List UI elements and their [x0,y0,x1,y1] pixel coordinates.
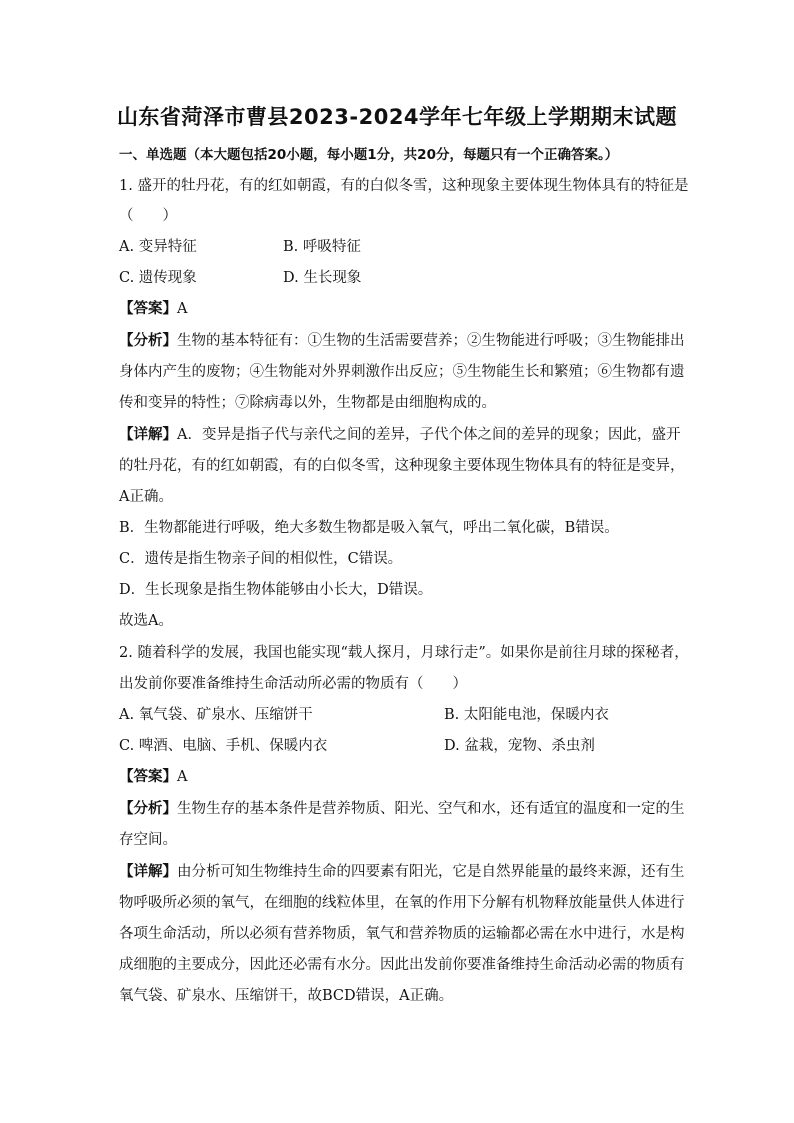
q2-detail-line-2: 物呼吸所必须的氧气，在细胞的线粒体里，在氧的作用下分解有机物释放能量供人体进行 [119,895,685,911]
q1-analysis-line-3: 传和变异的特性；⑦除病毒以外，生物都是由细胞构成的。 [119,395,496,411]
q1-detail-line-3: A正确。 [119,489,173,505]
q2-option-d: D. 盆栽，宠物、杀虫剂 [444,738,595,754]
detail-tag: 【详解】 [119,427,177,443]
q1-detail-line-6: D．生长现象是指生物体能够由小长大，D错误。 [119,582,433,598]
q1-analysis-line-2: 身体内产生的废物；④生物能对外界刺激作出反应；⑤生物能生长和繁殖；⑥生物都有遗 [119,364,685,380]
q1-option-a: A. 变异特征 [119,239,197,255]
answer-value: A [177,769,188,785]
q2-option-c: C. 啤酒、电脑、手机、保暖内衣 [119,738,328,754]
page-title: 山东省菏泽市曹县2023-2024学年七年级上学期期末试题 [116,105,678,129]
detail-text: 由分析可知生物维持生命的四要素有阳光，它是自然界能量的最终来源，还有生 [177,864,685,880]
q2-detail-line-3: 各项生命活动，所以必须有营养物质，氧气和营养物质的运输都必需在水中进行，水是构 [119,926,685,942]
q2-detail-line-5: 氧气袋、矿泉水、压缩饼干，故BCD错误，A正确。 [119,988,454,1004]
q2-detail-line-4: 成细胞的主要成分，因此还必需有水分。因此出发前你要准备维持生命活动必需的物质有 [119,957,685,973]
q1-stem-line-1: 1. 盛开的牡丹花，有的红如朝霞，有的白似冬雪，这种现象主要体现生物体具有的特征是 [119,178,689,194]
analysis-tag: 【分析】 [119,801,177,817]
q1-detail-line-2: 的牡丹花，有的红如朝霞，有的白似冬雪，这种现象主要体现生物体具有的特征是变异， [119,458,685,474]
q1-detail-line-1 [119,425,679,445]
q2-analysis-line-2: 存空间。 [119,832,177,848]
q1-option-d: D. 生长现象 [283,270,362,286]
detail-text: A．变异是指子代与亲代之间的差异，子代个体之间的差异的现象；因此，盛开 [177,427,681,443]
detail-tag: 【详解】 [119,864,177,880]
section-heading: 一、单选题（本大题包括20小题，每小题1分，共20分，每题只有一个正确答案。） [119,147,619,163]
analysis-text: 生物生存的基本条件是营养物质、阳光、空气和水，还有适宜的温度和一定的生 [177,801,685,817]
q2-analysis-line-1 [119,799,685,819]
q2-answer [119,767,679,787]
q2-stem-line-2: 出发前你要准备维持生命活动所必需的物质有（ ） [119,676,467,692]
q2-option-b: B. 太阳能电池，保暖内衣 [444,707,609,723]
q2-stem-line-1: 2. 随着科学的发展，我国也能实现“载人探月，月球行走”。如果你是前往月球的探秘者， [119,645,689,661]
q1-detail-line-7: 故选A。 [119,613,173,629]
q2-option-a: A. 氧气袋、矿泉水、压缩饼干 [119,707,313,723]
q1-detail-line-4: B．生物都能进行呼吸，绝大多数生物都是吸入氧气，呼出二氧化碳，B错误。 [119,520,619,536]
q1-answer [119,299,679,319]
q1-option-b: B. 呼吸特征 [283,239,361,255]
q1-option-c: C. 遗传现象 [119,270,197,286]
analysis-tag: 【分析】 [119,333,177,349]
analysis-text: 生物的基本特征有：①生物的生活需要营养；②生物能进行呼吸；③生物能排出 [177,333,685,349]
answer-tag: 【答案】 [119,301,177,317]
answer-value: A [177,301,188,317]
q1-detail-line-5: C．遗传是指生物亲子间的相似性，C错误。 [119,551,403,567]
answer-tag: 【答案】 [119,769,177,785]
q1-stem-line-2: （ ） [119,208,177,224]
q2-detail-line-1 [119,862,685,882]
q1-analysis-line-1 [119,331,685,351]
